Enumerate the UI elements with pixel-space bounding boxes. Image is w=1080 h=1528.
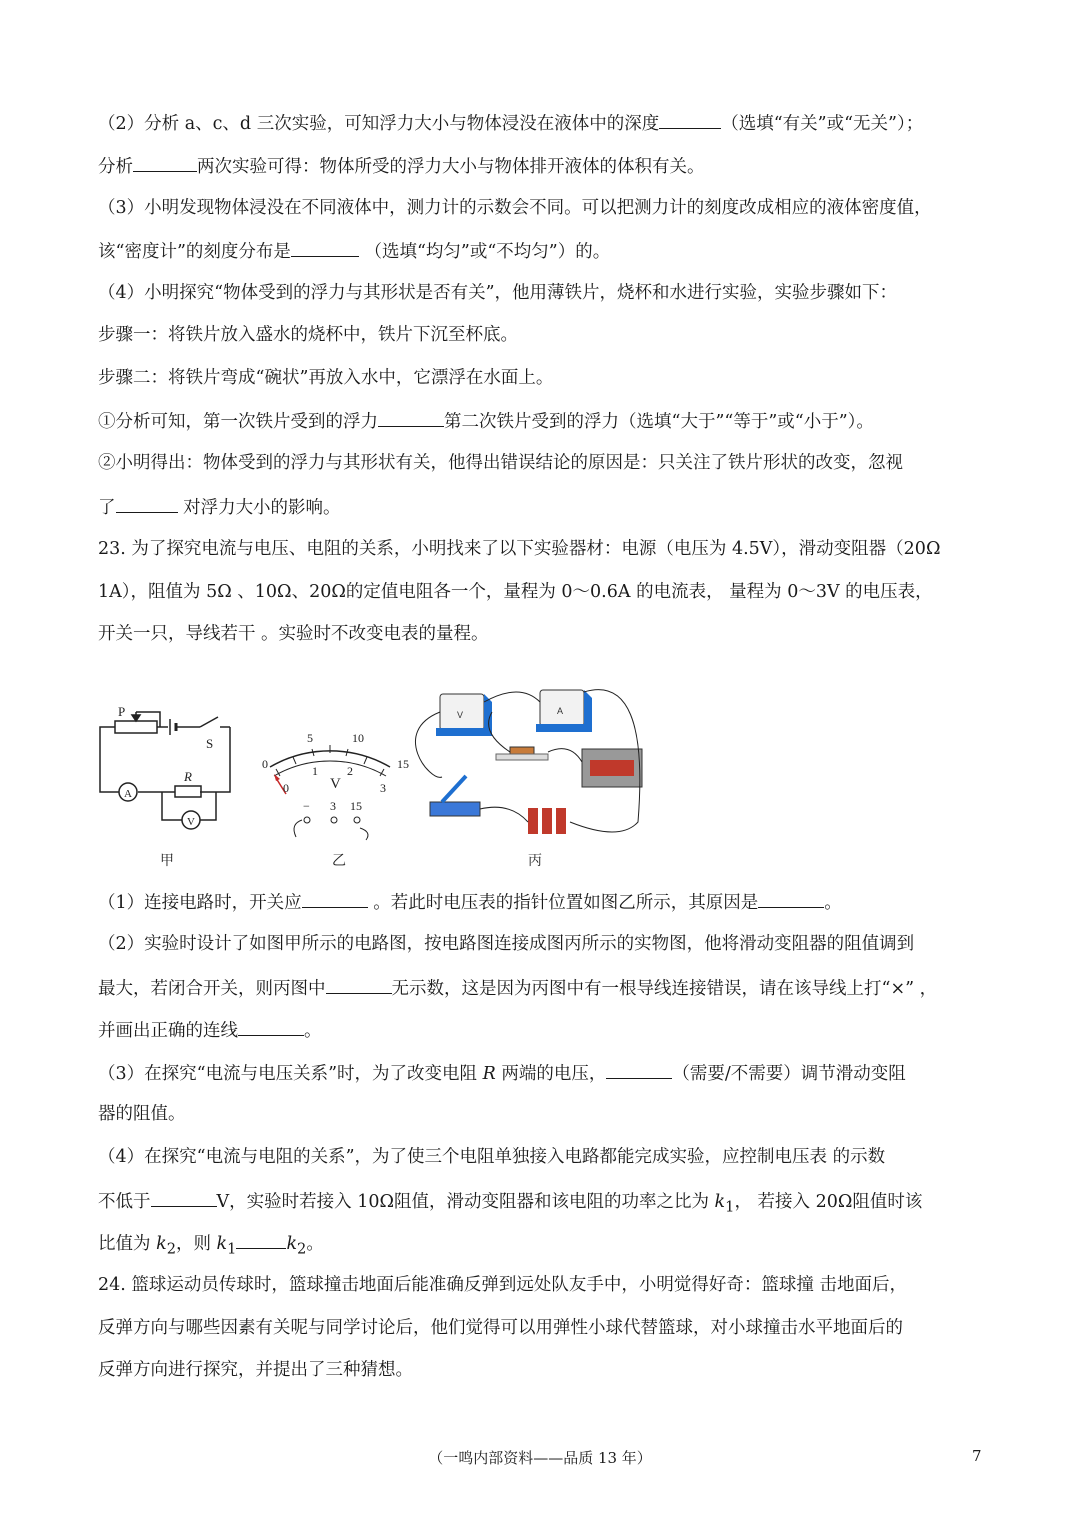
label-p: P: [118, 704, 126, 719]
text: 该“密度计”的刻度分布是: [98, 242, 291, 262]
label-a: A: [124, 788, 132, 800]
text: 。: [824, 893, 842, 913]
q23-line3: 开关一只，导线若干 。实验时不改变电表的量程。: [98, 624, 489, 644]
text: （选填“有关”或“无关”）；: [721, 114, 924, 134]
dial-unit: V: [330, 776, 341, 792]
voltmeter-label: V: [457, 710, 464, 720]
switch-blade: [200, 717, 218, 727]
circuit-figures: [90, 672, 670, 872]
q23-sub2-line3: [98, 1017, 982, 1043]
resistor-r: [175, 786, 201, 797]
text: k: [216, 1234, 228, 1254]
q22-step1: 步骤一：将铁片放入盛水的烧杯中，铁片下沉至杯底。: [98, 325, 518, 345]
q23-sub1: [98, 889, 982, 915]
wire: [484, 692, 540, 702]
q22-part3-line1: （3）小明发现物体浸没在不同液体中，测力计的示数会不同。可以把测力计的刻度改成相应的液体密度值，: [98, 198, 932, 218]
ammeter-base: [536, 724, 592, 732]
q23-sub4-line3: [98, 1230, 982, 1262]
text: 1: [227, 1240, 237, 1258]
text: 并画出正确的连线: [98, 1021, 238, 1041]
answer-blank[interactable]: [758, 889, 824, 908]
wire: [162, 792, 182, 820]
text: 。: [304, 1021, 322, 1041]
q22-conclusion2-line2: [98, 494, 982, 520]
text: （1）连接电路时，开关应: [98, 893, 302, 913]
tick: [364, 757, 367, 764]
voltmeter-dial-yi: [262, 731, 409, 840]
battery-cell: [542, 808, 552, 834]
text: 最大，若闭合开关，则丙图中: [98, 979, 326, 999]
answer-blank[interactable]: [606, 1060, 672, 1079]
terminal: [304, 817, 310, 823]
answer-blank[interactable]: [238, 1017, 304, 1036]
q24-line3: 反弹方向进行探究，并提出了三种猜想。: [98, 1360, 413, 1380]
answer-blank[interactable]: [378, 408, 444, 427]
wire: [415, 712, 442, 777]
wire-lead: [360, 828, 368, 840]
text: 第二次铁片受到的浮力（选填“大于”“等于”或“小于”）。: [444, 412, 874, 432]
text: （3）在探究“电流与电压关系”时，为了改变电阻: [98, 1064, 483, 1084]
text: ， 若接入 20Ω阻值时该: [734, 1192, 923, 1212]
answer-blank[interactable]: [326, 975, 392, 994]
answer-blank[interactable]: [116, 494, 178, 513]
switch-base: [430, 802, 480, 816]
q22-part2-line2: [98, 153, 982, 179]
resistor-base: [496, 754, 548, 760]
dial-arc-inner: [274, 761, 386, 776]
caption-yi: 乙: [332, 853, 346, 869]
q22-part3-line2: [98, 238, 982, 264]
text: 无示数，这是因为丙图中有一根导线连接错误，请在该导线上打“×” ，: [391, 979, 938, 999]
wire: [548, 749, 582, 762]
q24-line1: 24. 篮球运动员传球时，篮球撞击地面后能准确反弹到远处队友手中，小明觉得好奇：篮球撞 击地面后，: [98, 1275, 907, 1295]
battery-cell: [528, 808, 538, 834]
terminal-label: 3: [330, 799, 336, 813]
caption-jia: 甲: [160, 853, 174, 869]
wire: [100, 762, 119, 792]
q23-sub2-line2: [98, 975, 982, 1001]
terminal: [354, 817, 360, 823]
tick-label: 2: [347, 764, 353, 778]
slider-arrow: [132, 715, 140, 721]
text: 对浮力大小的影响。: [177, 498, 341, 518]
q23-line1: 23. 为了探究电流与电压、电阻的关系，小明找来了以下实验器材：电源（电压为 4.5V），滑动变阻器（20Ω: [98, 539, 941, 559]
label-s: S: [206, 736, 214, 751]
wire: [200, 792, 216, 820]
tick-label: 0: [283, 781, 289, 795]
text: （2）分析 a、c、d 三次实验，可知浮力大小与物体浸没在液体中的深度: [98, 114, 660, 134]
q22-part2-line1: [98, 110, 982, 136]
label-v: V: [187, 816, 195, 828]
wire: [100, 727, 115, 762]
caption-bing: 丙: [528, 853, 542, 869]
q23-sub2-line1: （2）实验时设计了如图甲所示的电路图，按电路图连接成图丙所示的实物图，他将滑动变阻器的阻值调到: [98, 934, 915, 954]
terminal-label: 15: [350, 799, 362, 813]
text: （需要/不需要）调节滑动变阻: [672, 1064, 906, 1084]
text: 。若此时电压表的指针位置如图乙所示，其原因是: [367, 893, 759, 913]
rheostat-coil: [590, 760, 634, 776]
wire-lead: [294, 820, 302, 837]
switch-lever: [442, 776, 466, 802]
q22-step2: 步骤二：将铁片弯成“碗状”再放入水中，它漂浮在水面上。: [98, 368, 554, 388]
tick-label: 1: [312, 764, 318, 778]
q23-sub3-line1: [98, 1060, 982, 1086]
q22-conclusion1: [98, 408, 982, 434]
q22-part4-line1: （4）小明探究“物体受到的浮力与其形状是否有关”，他用薄铁片，烧杯和水进行实验，实验步骤如下：: [98, 283, 898, 303]
answer-blank[interactable]: [659, 110, 721, 129]
text: （选填“均匀”或“不均匀”）的。: [358, 242, 611, 262]
q23-sub3-line2: 器的阻值。: [98, 1104, 186, 1124]
text: R: [482, 1064, 496, 1084]
footer-text: （一鸣内部资料——品质 13 年）: [428, 1449, 652, 1467]
text: 分析: [98, 157, 133, 177]
q22-conclusion2-line1: ②小明得出：物体受到的浮力与其形状有关，他得出错误结论的原因是：只关注了铁片形状的改变，忽视: [98, 453, 903, 473]
text: 两端的电压，: [495, 1064, 607, 1084]
circuit-diagram-jia: [100, 704, 230, 829]
text: k: [714, 1192, 726, 1212]
tick: [293, 757, 296, 764]
text: ，则: [175, 1234, 217, 1254]
rheostat: [115, 721, 157, 733]
tick-label: 3: [380, 781, 386, 795]
tick-label: 0: [262, 757, 268, 771]
q23-sub4-line1: （4）在探究“电流与电阻的关系”，为了使三个电阻单独接入电路都能完成实验，应控制电压表 的示数: [98, 1147, 886, 1167]
wire: [200, 727, 230, 792]
q24-line2: 反弹方向与哪些因素有关呢与同学讨论后，他们觉得可以用弹性小球代替篮球，对小球撞击水平地面后的: [98, 1318, 903, 1338]
terminal-label: −: [303, 799, 310, 813]
text: 2: [297, 1240, 307, 1258]
text: 2: [166, 1240, 176, 1258]
text: V，实验时若接入 10Ω阻值，滑动变阻器和该电阻的功率之比为: [216, 1192, 715, 1212]
tick-label: 10: [352, 731, 364, 745]
physical-circuit-bing: [415, 690, 642, 834]
battery-cell: [556, 808, 566, 834]
voltmeter-base: [436, 728, 492, 736]
text: k: [286, 1234, 298, 1254]
text: 不低于: [98, 1192, 151, 1212]
q23-line2: 1A），阻值为 5Ω 、10Ω、20Ω的定值电阻各一个，量程为 0～0.6A 的电流表， 量程为 0～3V 的电压表，: [98, 582, 933, 602]
dial-arc: [270, 751, 390, 767]
tick-label: 15: [397, 757, 409, 771]
terminal: [331, 817, 337, 823]
text: k: [156, 1234, 167, 1254]
answer-blank[interactable]: [133, 153, 197, 172]
text: 两次实验可得：物体所受的浮力大小与物体排开液体的体积有关。: [197, 157, 705, 177]
text: 比值为: [98, 1234, 157, 1254]
wire: [480, 807, 528, 822]
answer-blank[interactable]: [236, 1230, 286, 1249]
page-number: 7: [972, 1447, 982, 1465]
text: 了: [98, 498, 116, 518]
answer-blank[interactable]: [291, 238, 359, 257]
ammeter-label: A: [557, 706, 564, 716]
text: 1: [725, 1198, 735, 1216]
answer-blank[interactable]: [151, 1188, 217, 1207]
label-r: R: [184, 769, 192, 784]
text: 。: [306, 1234, 324, 1254]
answer-blank[interactable]: [302, 889, 368, 908]
q23-sub4-line2: [98, 1188, 982, 1220]
text: ①分析可知，第一次铁片受到的浮力: [98, 412, 378, 432]
tick-label: 5: [307, 731, 313, 745]
